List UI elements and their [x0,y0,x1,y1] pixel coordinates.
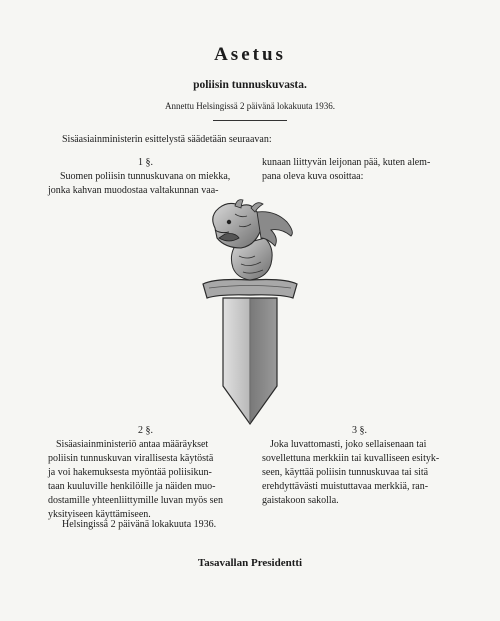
police-sword-lion-emblem-icon [195,198,305,428]
section-1-right-text [262,156,457,184]
signature-title: Tasavallan Presidentti [197,557,303,569]
document-subtitle: poliisin tunnuskuvasta. [193,79,307,91]
section-1-right-line: pana oleva kuva osoittaa: [262,171,364,182]
section-3-line: seen, käyttää poliisin tunnuskuvaa tai sitä [262,467,429,478]
title-divider [213,120,287,121]
section-3-line: gaistakoon sakolla. [262,495,339,506]
section-2-text [48,438,243,522]
section-1-left-line: jonka kahvan muodostaa valtakunnan vaa- [48,185,219,196]
section-3-line: sovellettuna merkkiin tai kuvalliseen esityk- [262,453,440,464]
section-2-line: dostamille yhteenliittymille luvan myös sen [48,495,223,506]
section-1-left-text [48,170,243,198]
intro-text: Sisäasiainministerin esittelystä säädetään seuraavan: [62,134,272,145]
section-1-heading: 1 §. [138,157,153,168]
section-2-line: taan kuuluville henkilöille ja näiden muo- [48,481,216,492]
place-and-date: Helsingissä 2 päivänä lokakuuta 1936. [62,519,217,530]
section-1-right-line: kunaan liittyvän leijonan pää, kuten alem- [262,157,431,168]
issued-date-line: Annettu Helsingissä 2 päivänä lokakuuta 1936. [165,101,335,111]
section-2-heading: 2 §. [138,425,153,436]
section-3-heading: 3 §. [352,425,367,436]
section-2-line: poliisin tunnuskuvan virallisesta käytöstä [48,453,214,464]
section-2-line: ja voi hakemuksesta myöntää poliisikun- [48,467,212,478]
section-3-line: Joka luvattomasti, joko sellaisenaan tai [270,439,427,450]
section-3-text [262,438,457,508]
section-2-line: Sisäasiainministeriö antaa määräykset [56,439,209,450]
section-3-line: erehdyttävästi muistuttavaa merkkiä, ran- [262,481,429,492]
section-2-line: yksityiseen käyttämiseen. [48,509,151,520]
document-title: Asetus [214,44,286,65]
section-1-left-line: Suomen poliisin tunnuskuvana on miekka, [60,171,231,182]
